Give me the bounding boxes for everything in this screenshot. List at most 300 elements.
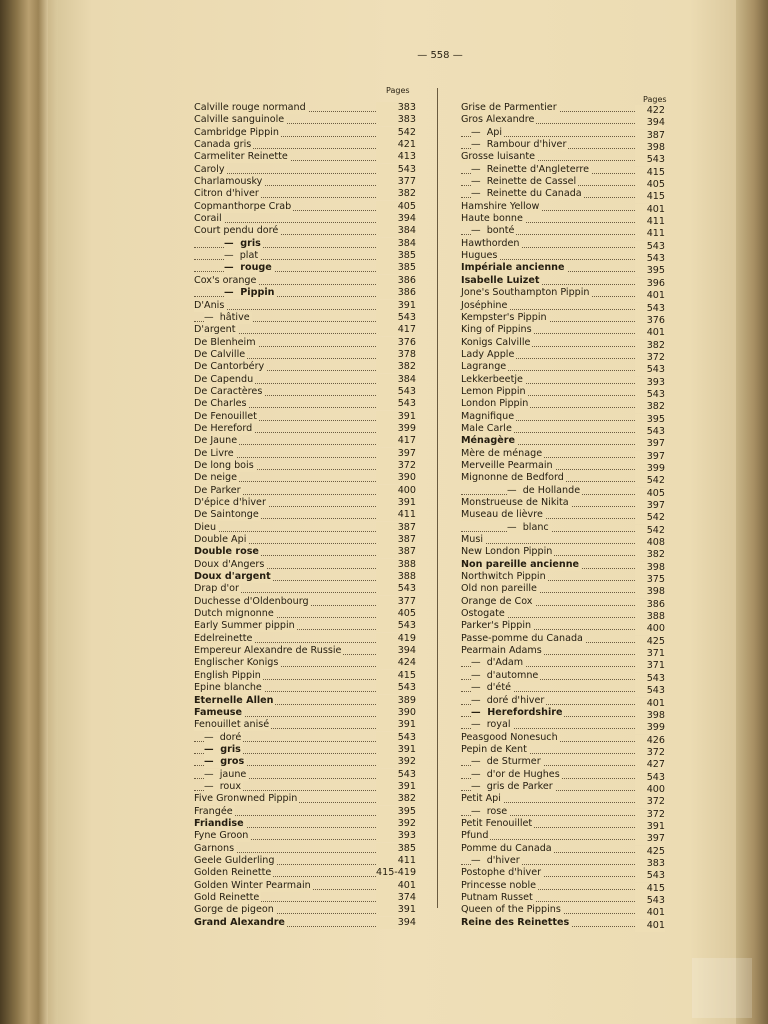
entry-page: 415 <box>635 191 665 203</box>
entry-page: 411 <box>635 216 665 228</box>
index-entry <box>461 398 665 413</box>
entry-page: 383 <box>635 858 665 870</box>
entry-name: — Api <box>471 126 503 138</box>
index-entry <box>194 238 416 250</box>
entry-name: Parker's Pippin <box>461 620 532 632</box>
entry-page: 543 <box>376 732 416 744</box>
entry-page: 400 <box>635 623 665 635</box>
entry-name: Frangée <box>194 805 233 817</box>
entry-name: De Blenheim <box>194 336 256 348</box>
index-entry <box>461 880 665 892</box>
index-entry <box>461 509 665 524</box>
entry-name: Postophe d'hiver <box>461 867 542 879</box>
index-entry <box>194 880 416 892</box>
index-entry <box>194 250 416 262</box>
entry-name: — rouge <box>224 262 272 274</box>
entry-name: Merveille Pearmain <box>461 459 553 471</box>
entry-page: 421 <box>376 139 416 151</box>
entry-name: Reine des Reinettes <box>461 916 570 928</box>
index-entry <box>461 361 665 376</box>
entry-name: — gris <box>204 743 241 755</box>
entry-name: — hâtive <box>204 311 250 323</box>
index-entry <box>194 472 416 484</box>
entry-name: — Reinette d'Angleterre <box>471 163 590 175</box>
entry-name: De Fenouillet <box>194 410 257 422</box>
entry-page: 395 <box>376 806 416 818</box>
index-entry <box>461 670 665 682</box>
entry-page: 393 <box>635 377 665 389</box>
entry-page: 543 <box>376 312 416 324</box>
entry-page: 395 <box>635 265 665 277</box>
entry-name: — rose <box>471 805 508 817</box>
index-entry <box>461 707 665 719</box>
entry-name: Passe-pomme du Canada <box>461 632 583 644</box>
entry-name: De Parker <box>194 484 241 496</box>
index-entry <box>194 806 416 818</box>
entry-name: D'Anis <box>194 299 225 311</box>
index-entry <box>461 114 665 129</box>
index-entry <box>461 645 665 660</box>
entry-name: Englischer Konigs <box>194 657 279 669</box>
index-entry <box>461 201 665 213</box>
entry-name: — royal <box>471 719 511 731</box>
entry-page: 401 <box>635 327 665 339</box>
entry-page: 383 <box>376 114 416 126</box>
entry-page: 388 <box>376 559 416 571</box>
index-entry <box>194 300 416 312</box>
leader-dots <box>194 295 384 297</box>
entry-page: 408 <box>635 537 665 549</box>
entry-page: 401 <box>635 698 665 710</box>
entry-page: 391 <box>376 904 416 916</box>
index-entry <box>461 300 665 312</box>
entry-name: Grand Alexandre <box>194 916 285 928</box>
index-entry <box>461 460 665 472</box>
entry-name: Calville rouge normand <box>194 102 306 113</box>
entry-name: Calville sanguinole <box>194 114 285 126</box>
entry-page: 385 <box>376 250 416 262</box>
column-divider <box>437 88 438 908</box>
entry-page: 384 <box>376 225 416 237</box>
book-spine <box>0 0 48 1024</box>
entry-page: 405 <box>635 179 665 191</box>
entry-name: Caroly <box>194 163 225 175</box>
entry-page: 387 <box>376 546 416 558</box>
entry-name: Doux d'argent <box>194 571 271 583</box>
index-entry <box>194 583 416 595</box>
entry-name: Queen of the Pippins <box>461 904 561 916</box>
entry-name: Pepin de Kent <box>461 743 527 755</box>
index-entry <box>461 867 665 882</box>
entry-page: 400 <box>376 485 416 497</box>
entry-name: Cambridge Pippin <box>194 126 279 138</box>
index-entry <box>194 732 416 744</box>
index-entry <box>461 744 665 756</box>
index-entry <box>461 151 665 166</box>
entry-page: 543 <box>635 673 665 685</box>
index-entry <box>461 127 665 139</box>
index-entry <box>194 744 416 756</box>
entry-page: 398 <box>635 562 665 574</box>
entry-page: 417 <box>376 324 416 336</box>
index-entry <box>194 596 416 608</box>
entry-name: New London Pippin <box>461 546 553 558</box>
entry-page: 543 <box>635 364 665 376</box>
entry-page: 401 <box>635 907 665 919</box>
entry-name: — gros <box>204 756 245 768</box>
entry-page: 543 <box>635 389 665 401</box>
entry-page: 394 <box>376 213 416 225</box>
entry-name: Petit Fenouillet <box>461 817 533 829</box>
entry-name: Konigs Calville <box>461 336 531 348</box>
index-entry <box>194 460 416 472</box>
leader-dots <box>461 542 639 544</box>
entry-name: — jaune <box>204 768 247 780</box>
entry-name: Golden Reinette <box>194 867 272 879</box>
entry-name: Pfund <box>461 830 489 842</box>
entry-page: 543 <box>635 870 665 882</box>
index-entry <box>194 645 416 657</box>
entry-page: 372 <box>376 460 416 472</box>
index-entry <box>194 151 416 163</box>
entry-name: Hamshire Yellow <box>461 200 540 212</box>
entry-page: 387 <box>635 130 665 142</box>
entry-page: 397 <box>376 448 416 460</box>
index-entry <box>461 806 665 818</box>
index-entry <box>461 485 665 497</box>
entry-name: Cox's orange <box>194 274 257 286</box>
entry-page: 542 <box>635 512 665 524</box>
index-entry <box>461 917 665 929</box>
entry-page: 395 <box>635 414 665 426</box>
entry-name: — bonté <box>471 225 515 237</box>
entry-name: Fyne Groon <box>194 830 249 842</box>
entry-page: 419 <box>376 633 416 645</box>
index-entry <box>194 139 416 151</box>
index-entry <box>461 522 665 534</box>
index-entry <box>194 225 416 237</box>
index-entry <box>461 559 665 571</box>
index-entry <box>194 633 416 645</box>
index-entry <box>194 287 416 299</box>
entry-page: 543 <box>376 769 416 781</box>
entry-name: Canada gris <box>194 139 252 151</box>
index-entry <box>194 448 416 460</box>
entry-page: 389 <box>376 695 416 707</box>
entry-page: 543 <box>635 154 665 166</box>
index-entry <box>461 633 665 645</box>
entry-name: Orange de Cox <box>461 595 533 607</box>
entry-name: — blanc <box>507 521 549 533</box>
index-entry <box>461 423 665 435</box>
entry-name: De Jaune <box>194 435 238 447</box>
entry-page: 390 <box>376 472 416 484</box>
entry-name: Lady Apple <box>461 348 515 360</box>
entry-name: Dutch mignonne <box>194 608 274 620</box>
entry-name: Ménagère <box>461 435 515 447</box>
entry-name: — d'automne <box>471 669 539 681</box>
entry-page: 397 <box>635 833 665 845</box>
index-entry <box>194 485 416 497</box>
entry-name: — d'été <box>471 682 511 694</box>
entry-name: Museau de lièvre <box>461 509 543 521</box>
index-entry <box>461 855 665 867</box>
index-entry <box>194 707 416 719</box>
entry-page: 401 <box>635 204 665 216</box>
entry-name: Golden Winter Pearmain <box>194 879 311 891</box>
entry-page: 411 <box>376 855 416 867</box>
entry-name: De long bois <box>194 459 254 471</box>
entry-name: — roux <box>204 780 242 792</box>
entry-page: 386 <box>376 275 416 287</box>
entry-page: 415 <box>376 670 416 682</box>
entry-name: D'épice d'hiver <box>194 497 266 508</box>
index-entry <box>461 608 665 623</box>
entry-name: Kempster's Pippin <box>461 311 547 323</box>
entry-name: Hawthorden <box>461 237 520 249</box>
entry-page: 396 <box>635 278 665 290</box>
entry-name: Double Api <box>194 534 247 546</box>
entry-page: 401 <box>635 290 665 302</box>
index-entry <box>194 411 416 423</box>
entry-page: 543 <box>635 426 665 438</box>
entry-page: 388 <box>635 611 665 623</box>
entry-name: Pearmain Adams <box>461 645 542 657</box>
index-entry <box>194 213 416 225</box>
entry-name: Geele Gulderling <box>194 854 275 866</box>
index-entry <box>461 534 665 549</box>
entry-name: Impériale ancienne <box>461 262 565 274</box>
leader-dots <box>194 258 384 260</box>
index-entry <box>194 188 416 200</box>
index-entry <box>194 670 416 682</box>
entry-name: Mignonne de Bedford <box>461 472 564 484</box>
entry-name: — gris de Parker <box>471 780 553 792</box>
entry-name: De Caractères <box>194 385 263 397</box>
entry-page: 391 <box>376 719 416 731</box>
index-entry <box>194 756 416 768</box>
entry-name: King of Pippins <box>461 324 532 336</box>
entry-name: — d'Adam <box>471 657 524 669</box>
entry-name: Epine blanche <box>194 682 262 694</box>
entry-page: 397 <box>635 438 665 450</box>
entry-page: 376 <box>635 315 665 327</box>
entry-page: 543 <box>376 682 416 694</box>
index-entry <box>461 312 665 324</box>
entry-name: Grosse luisante <box>461 151 536 163</box>
entry-page: 413 <box>376 151 416 163</box>
entry-page: 426 <box>635 735 665 747</box>
index-entry <box>461 793 665 808</box>
entry-page: 385 <box>376 262 416 274</box>
index-entry <box>461 287 665 302</box>
entry-name: Old non pareille <box>461 583 537 595</box>
entry-name: De Saintonge <box>194 509 259 521</box>
entry-name: Eternelle Allen <box>194 694 274 706</box>
index-entry <box>461 583 665 598</box>
index-entry <box>194 114 416 126</box>
page-number: — 558 — <box>417 50 463 61</box>
entry-name: Isabelle Luizet <box>461 274 540 286</box>
entry-name: Gros Alexandre <box>461 114 535 126</box>
entry-name: Carmeliter Reinette <box>194 151 288 163</box>
entry-name: Empereur Alexandre de Russie <box>194 645 342 657</box>
entry-name: Jone's Southampton Pippin <box>461 287 590 299</box>
index-entry <box>194 374 416 386</box>
index-entry <box>194 917 416 929</box>
entry-name: Lagrange <box>461 361 507 373</box>
entry-name: Joséphine <box>461 299 508 311</box>
entry-name: Hugues <box>461 250 498 262</box>
entry-name: Monstrueuse de Nikita <box>461 497 569 508</box>
entry-page: 382 <box>635 401 665 413</box>
entry-page: 543 <box>635 772 665 784</box>
index-entry <box>461 411 665 423</box>
entry-page: 425 <box>635 846 665 858</box>
index-entry <box>461 620 665 635</box>
entry-page: 401 <box>376 880 416 892</box>
index-entry <box>461 225 665 240</box>
entry-page: 417 <box>376 435 416 447</box>
index-entry <box>194 127 416 139</box>
entry-name: London Pippin <box>461 398 529 410</box>
entry-page: 427 <box>635 759 665 771</box>
entry-name: — d'or de Hughes <box>471 768 560 780</box>
entry-page: 382 <box>376 361 416 373</box>
entry-page: 382 <box>635 549 665 561</box>
entry-name: Corail <box>194 213 222 225</box>
index-entry <box>194 559 416 571</box>
index-entry <box>461 732 665 744</box>
entry-page: 394 <box>635 117 665 129</box>
entry-name: De neige <box>194 472 237 484</box>
entry-name: Putnam Russet <box>461 892 533 903</box>
entry-name: Grise de Parmentier <box>461 102 557 113</box>
index-entry <box>194 682 416 694</box>
index-entry <box>461 337 665 349</box>
index-entry <box>194 275 416 287</box>
index-entry <box>461 904 665 919</box>
index-entry <box>194 855 416 867</box>
entry-page: 543 <box>376 620 416 632</box>
entry-page: 543 <box>635 253 665 265</box>
index-entry <box>194 435 416 447</box>
index-entry <box>194 793 416 805</box>
entry-name: — doré d'hiver <box>471 694 545 706</box>
entry-name: — Reinette du Canada <box>471 188 582 200</box>
entry-name: Ostogate <box>461 608 505 620</box>
entry-page: 400 <box>635 784 665 796</box>
entry-page: 391 <box>376 497 416 509</box>
entry-page: 422 <box>635 105 665 117</box>
entry-page: 378 <box>376 349 416 361</box>
entry-page: 401 <box>635 920 665 932</box>
left-pages-label: Pages <box>386 86 410 95</box>
index-entry <box>194 818 416 830</box>
entry-name: Peasgood Nonesuch <box>461 731 558 743</box>
entry-page: 384 <box>376 238 416 250</box>
entry-page: 386 <box>376 287 416 299</box>
entry-name: Copmanthorpe Crab <box>194 200 292 212</box>
entry-name: De Charles <box>194 398 247 410</box>
index-entry <box>461 818 665 830</box>
entry-name: Male Carle <box>461 422 512 434</box>
entry-page: 543 <box>376 398 416 410</box>
entry-page: 382 <box>376 793 416 805</box>
leader-dots <box>194 270 384 272</box>
index-entry <box>194 324 416 336</box>
entry-page: 383 <box>376 102 416 114</box>
entry-page: 543 <box>635 241 665 253</box>
entry-page: 542 <box>635 475 665 487</box>
entry-page: 372 <box>635 352 665 364</box>
entry-page: 411 <box>376 509 416 521</box>
entry-page: 382 <box>376 188 416 200</box>
entry-name: — d'hiver <box>471 854 520 866</box>
entry-page: 543 <box>376 164 416 176</box>
entry-page: 391 <box>376 744 416 756</box>
entry-name: Princesse noble <box>461 879 537 891</box>
index-entry <box>461 695 665 707</box>
index-entry <box>194 534 416 546</box>
entry-page: 375 <box>635 574 665 586</box>
index-entry <box>194 262 416 274</box>
entry-name: Drap d'or <box>194 583 239 595</box>
entry-name: De Hereford <box>194 422 253 434</box>
index-entry <box>194 312 416 324</box>
entry-page: 405 <box>376 201 416 213</box>
entry-name: Charlamousky <box>194 176 263 188</box>
entry-page: 376 <box>376 337 416 349</box>
entry-page: 377 <box>376 176 416 188</box>
entry-name: Magnifique <box>461 410 515 422</box>
leader-dots <box>194 246 384 248</box>
entry-page: 397 <box>635 500 665 512</box>
entry-name: — de Sturmer <box>471 756 541 768</box>
entry-page: 543 <box>376 386 416 398</box>
entry-page: 543 <box>635 895 665 907</box>
index-entry <box>461 571 665 586</box>
index-entry <box>194 781 416 793</box>
entry-name: Pomme du Canada <box>461 842 552 854</box>
entry-page: 543 <box>376 583 416 595</box>
entry-page: 394 <box>376 645 416 657</box>
index-entry <box>461 435 665 450</box>
entry-page: 542 <box>635 525 665 537</box>
entry-page: 392 <box>376 818 416 830</box>
entry-page: 386 <box>635 599 665 611</box>
index-entry <box>194 719 416 731</box>
entry-page: 415-419 <box>376 867 417 879</box>
entry-name: — Herefordshire <box>471 706 563 718</box>
right-pages-label: Pages <box>643 95 667 104</box>
entry-page: 391 <box>635 821 665 833</box>
index-entry <box>461 596 665 608</box>
entry-name: Edelreinette <box>194 632 253 644</box>
entry-name: De Livre <box>194 447 234 459</box>
index-entry <box>194 904 416 916</box>
entry-page: 372 <box>635 747 665 759</box>
entry-page: 372 <box>635 809 665 821</box>
index-entry <box>194 337 416 349</box>
entry-name: Friandise <box>194 817 244 829</box>
index-entry <box>461 176 665 191</box>
index-entry <box>461 546 665 561</box>
entry-page: 390 <box>376 707 416 719</box>
entry-name: — Rambour d'hiver <box>471 139 567 151</box>
entry-name: Haute bonne <box>461 213 523 225</box>
entry-name: Gorge de pigeon <box>194 904 274 916</box>
